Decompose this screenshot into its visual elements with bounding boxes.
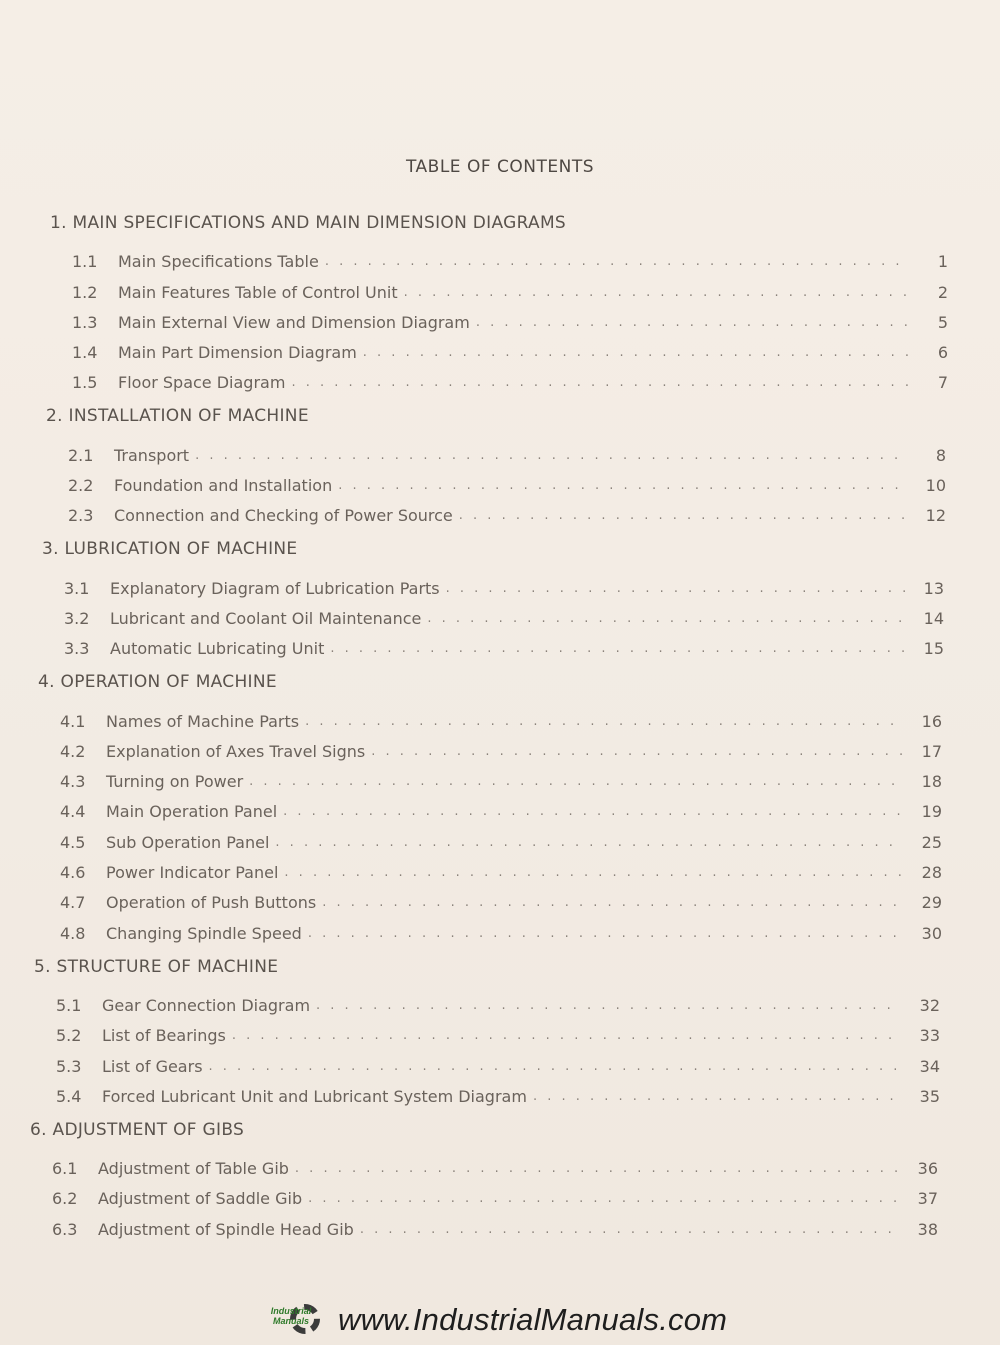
entry-page-number: 32 — [919, 995, 940, 1015]
table-of-contents — [0, 205, 1000, 1245]
entry-page-number: 5 — [937, 312, 948, 332]
entry-page-number: 16 — [921, 711, 942, 731]
toc-entry — [0, 1076, 940, 1106]
toc-section — [0, 664, 1000, 942]
entry-number: 3.3 — [64, 639, 90, 659]
entry-title: Changing Spindle Speed — [106, 923, 302, 943]
toc-entry — [0, 1148, 938, 1178]
dot-leader — [295, 1160, 900, 1178]
entry-page-number: 14 — [923, 608, 944, 628]
entry-title: Adjustment of Saddle Gib — [98, 1189, 303, 1209]
toc-section — [0, 531, 1000, 658]
entry-number: 6.3 — [52, 1219, 78, 1239]
dot-leader — [209, 1058, 902, 1076]
entry-title: Turning on Power — [106, 772, 244, 792]
entry-title: Lubricant and Coolant Oil Maintenance — [110, 608, 422, 628]
entry-page-number: 6 — [937, 343, 948, 363]
toc-entry — [0, 882, 942, 912]
toc-entry — [0, 821, 942, 851]
entry-page-number: 30 — [921, 923, 942, 943]
toc-entry — [0, 700, 942, 730]
entry-title: Connection and Checking of Power Source — [114, 506, 453, 526]
logo-text — [256, 1306, 326, 1326]
toc-entry — [0, 628, 944, 658]
entry-title: Main External View and Dimension Diagram — [118, 312, 470, 332]
entry-page-number: 15 — [923, 639, 944, 659]
entry-title: Adjustment of Table Gib — [98, 1159, 289, 1179]
entry-title: Explanation of Axes Travel Signs — [106, 741, 366, 761]
entry-number: 4.2 — [60, 741, 86, 761]
toc-entry — [0, 761, 942, 791]
entry-number: 6.1 — [52, 1159, 78, 1179]
entry-page-number: 10 — [925, 476, 946, 496]
entry-page-number: 19 — [921, 802, 942, 822]
entry-number: 4.3 — [60, 772, 86, 792]
entry-title: Names of Machine Parts — [106, 711, 300, 731]
toc-entry — [0, 791, 942, 821]
dot-leader — [404, 284, 910, 302]
entry-number: 3.1 — [64, 578, 90, 598]
dot-leader — [360, 1221, 900, 1239]
dot-leader — [322, 894, 904, 912]
toc-section — [0, 949, 1000, 1106]
entry-title: List of Bearings — [102, 1026, 226, 1046]
entry-number: 4.5 — [60, 832, 86, 852]
entry-page-number: 28 — [921, 863, 942, 883]
entry-page-number: 38 — [917, 1219, 938, 1239]
dot-leader — [446, 580, 906, 598]
dot-leader — [325, 253, 910, 271]
section-heading: 2. INSTALLATION OF MACHINE — [46, 406, 309, 427]
toc-entry — [0, 332, 948, 362]
dot-leader — [249, 773, 904, 791]
toc-section — [0, 205, 1000, 392]
entry-page-number: 13 — [923, 578, 944, 598]
toc-title: TABLE OF CONTENTS — [405, 157, 595, 177]
entry-number: 4.1 — [60, 711, 86, 731]
section-heading: 3. LUBRICATION OF MACHINE — [42, 539, 298, 560]
dot-leader — [476, 314, 910, 332]
dot-leader — [291, 374, 910, 392]
dot-leader — [330, 640, 906, 658]
entry-number: 5.1 — [56, 995, 82, 1015]
entry-number: 4.8 — [60, 923, 86, 943]
entry-number: 4.6 — [60, 863, 86, 883]
entry-number: 1.3 — [72, 312, 98, 332]
toc-entry — [0, 302, 948, 332]
entry-page-number: 7 — [937, 373, 948, 393]
entry-number: 1.5 — [72, 373, 98, 393]
logo-line-1: Industrial — [270, 1306, 312, 1316]
dot-leader — [308, 925, 904, 943]
entry-title: Main Operation Panel — [106, 802, 278, 822]
entry-title: Power Indicator Panel — [106, 863, 279, 883]
section-heading: 4. OPERATION OF MACHINE — [38, 672, 277, 693]
toc-section — [0, 1112, 1000, 1239]
entry-page-number: 36 — [917, 1159, 938, 1179]
entry-title: Transport — [114, 445, 190, 465]
toc-entry — [0, 1045, 940, 1075]
dot-leader — [533, 1088, 902, 1106]
entry-title: Adjustment of Spindle Head Gib — [98, 1219, 354, 1239]
entry-title: Foundation and Installation — [114, 476, 333, 496]
entry-title: Main Specifications Table — [118, 252, 319, 272]
toc-entry — [0, 241, 948, 271]
entry-page-number: 8 — [935, 445, 946, 465]
dot-leader — [459, 507, 908, 525]
dot-leader — [232, 1027, 902, 1045]
toc-entry — [0, 1208, 938, 1238]
site-url: www.IndustrialManuals.com — [338, 1302, 728, 1337]
entry-title: Forced Lubricant Unit and Lubricant System Diagram — [102, 1086, 527, 1106]
toc-entry — [0, 567, 944, 597]
entry-number: 1.2 — [72, 282, 98, 302]
section-heading: 5. STRUCTURE OF MACHINE — [34, 956, 279, 977]
toc-entry — [0, 912, 942, 942]
entry-page-number: 29 — [921, 893, 942, 913]
entry-number: 4.4 — [60, 802, 86, 822]
toc-entry — [0, 271, 948, 301]
dot-leader — [338, 477, 908, 495]
dot-leader — [371, 743, 904, 761]
entry-page-number: 35 — [919, 1086, 940, 1106]
toc-entry — [0, 434, 946, 464]
entry-page-number: 17 — [921, 741, 942, 761]
entry-number: 5.3 — [56, 1056, 82, 1076]
toc-section — [0, 398, 1000, 525]
toc-entry — [0, 1015, 940, 1045]
entry-title: Main Features Table of Control Unit — [118, 282, 398, 302]
section-heading: 1. MAIN SPECIFICATIONS AND MAIN DIMENSION DIAGRAMS — [50, 213, 567, 233]
dot-leader — [427, 610, 906, 628]
entry-number: 6.2 — [52, 1189, 78, 1209]
entry-page-number: 18 — [921, 772, 942, 792]
toc-entry — [0, 731, 942, 761]
dot-leader — [195, 447, 908, 465]
entry-page-number: 12 — [925, 506, 946, 526]
dot-leader — [363, 344, 910, 362]
entry-title: Explanatory Diagram of Lubrication Parts — [110, 578, 440, 598]
industrial-manuals-logo — [256, 1302, 332, 1338]
entry-title: List of Gears — [102, 1056, 203, 1076]
entry-page-number: 25 — [921, 832, 942, 852]
dot-leader — [305, 713, 904, 731]
toc-entry — [0, 598, 944, 628]
watermark — [256, 1302, 727, 1338]
section-heading: 6. ADJUSTMENT OF GIBS — [30, 1119, 245, 1140]
dot-leader — [284, 864, 904, 882]
toc-entry — [0, 1178, 938, 1208]
entry-title: Operation of Push Buttons — [106, 893, 317, 913]
logo-line-2: Manuals — [272, 1316, 309, 1326]
entry-number: 5.4 — [56, 1086, 82, 1106]
dot-leader — [308, 1190, 900, 1208]
entry-number: 5.2 — [56, 1026, 82, 1046]
entry-number: 1.4 — [72, 343, 98, 363]
entry-number: 2.3 — [68, 506, 94, 526]
entry-page-number: 33 — [919, 1026, 940, 1046]
toc-entry — [0, 495, 946, 525]
entry-title: Floor Space Diagram — [118, 373, 286, 393]
dot-leader — [283, 803, 904, 821]
entry-page-number: 1 — [937, 252, 948, 272]
entry-title: Sub Operation Panel — [106, 832, 270, 852]
toc-entry — [0, 465, 946, 495]
entry-number: 2.2 — [68, 476, 94, 496]
entry-page-number: 37 — [917, 1189, 938, 1209]
entry-title: Main Part Dimension Diagram — [118, 343, 357, 363]
toc-entry — [0, 985, 940, 1015]
toc-entry — [0, 362, 948, 392]
dot-leader — [316, 997, 902, 1015]
entry-title: Automatic Lubricating Unit — [110, 639, 325, 659]
toc-entry — [0, 852, 942, 882]
entry-number: 2.1 — [68, 445, 94, 465]
entry-title: Gear Connection Diagram — [102, 995, 311, 1015]
entry-number: 3.2 — [64, 608, 90, 628]
entry-number: 4.7 — [60, 893, 86, 913]
entry-page-number: 2 — [937, 282, 948, 302]
entry-page-number: 34 — [919, 1056, 940, 1076]
dot-leader — [275, 834, 904, 852]
entry-number: 1.1 — [72, 252, 98, 272]
